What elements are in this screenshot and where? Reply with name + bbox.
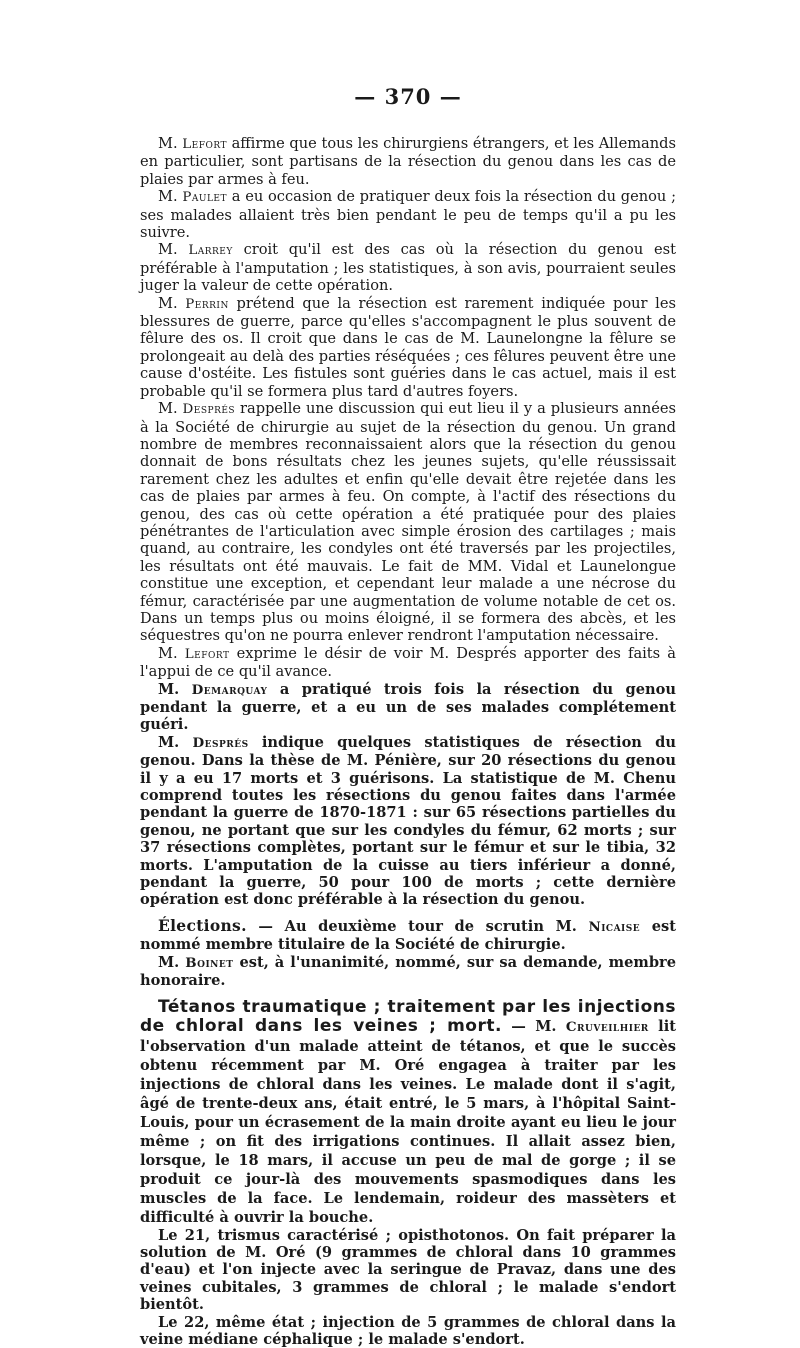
paragraph-day-22: Le 22, même état ; injection de 5 grammes de chloral dans la veine médiane céphalique ; le malade s'endort. [140, 1313, 676, 1348]
person-name: Després [182, 402, 236, 418]
boinet-paragraph [140, 954, 676, 990]
person-name: Boinet [185, 954, 234, 971]
paragraph-text: rappelle une discussion qui eut lieu il y a plusieurs années à la Société de chirurgie au sujet de la résection du genou. Un grand nombre de membres reconnaissaient alors que la résection du genou donnait de bons résultats chez les jeunes sujets, qu'elle réussissait rarement chez les adultes et enfin qu'elle devait être rejetée dans les cas de plaies par armes à feu. On compte, à l'actif des résections du genou, des cas où cette opération a été pratiquée pour des plaies pénétrantes de l'articulation avec simple érosion des cartilages ; mais quand, au contraire, les condyles ont été traversés par les projectiles, les résultats ont été mauvais. Le fait de MM. Vidal et Launelongue constitue une exception, et cependant leur malade a une nécrose du fémur, caractérisée par une augmentation de volume notable de cet os. Dans un temps plus ou moins éloigné, il se formera des abcès, et les séquestres qu'on ne pourra enlever rendront l'amputation nécessaire. [140, 400, 676, 645]
paragraph-despres-2: M. Després indique quelques statistiques de résection du genou. Dans la thèse de M. Pénière, sur 20 résections du genou il y a eu 17 morts et 3 guérisons. La statistique de M. Chenu comprend toutes les résections du genou faites dans l'armée pendant la guerre de 1870-1871 : sur 65 résections partielles du genou, ne portant que sur les condyles du fémur, 62 morts ; sur 37 résections complètes, portant sur le fémur et sur le tibia, 32 morts. L'amputation de la cuisse au tiers inférieur a donné, pendant la guerre, 50 pour 100 de morts ; cette dernière opération est donc préférable à la résection du genou. [140, 733, 676, 909]
elections-paragraph [140, 917, 676, 954]
tetanos-text: lit l'observation d'un malade atteint de tétanos, et que le succès obtenu récemment par M. Oré engagea à traiter par les injections de chloral dans les veines. Le malade dont il s'agit, âgé de trente-deux ans, était entré, le 5 mars, à l'hôpital Saint-Louis, pour un écrasement de la main droite ayant eu lieu le jour même ; on fit des irrigations continues. Il allait assez bien, lorsque, le 18 mars, il accuse un peu de mal de gorge ; il se produit ce jour-là des mouvements spasmodiques dans les muscles de la face. Le lendemain, roideur des massèters et difficulté à ouvrir la bouche. [140, 1017, 676, 1226]
paragraph-demarquay: M. Demarquay a pratiqué trois fois la résection du genou pendant la guerre, et a eu un de ses malades complétement guéri. [140, 680, 676, 734]
paragraph-text: a eu occasion de pratiquer deux fois la résection du genou ; ses malades allaient très bien pendant le peu de temps qu'il a pu les suivre. [140, 188, 676, 242]
boinet-text: est, à l'unanimité, nommé, sur sa demande, membre honoraire. [140, 953, 676, 990]
paragraph-larrey: M. Larrey croit qu'il est des cas où la résection du genou est préférable à l'amputation ; les statistiques, à son avis, pourraient seules juger la valeur de cette opération. [140, 241, 676, 295]
paragraph-text: croit qu'il est des cas où la résection du genou est préférable à l'amputation ; les statistiques, à son avis, pourraient seules juger la valeur de cette opération. [140, 241, 676, 295]
paragraph-text: affirme que tous les chirurgiens étrangers, et les Allemands en particulier, sont partisans de la résection du genou dans les cas de plaies par armes à feu. [140, 135, 676, 188]
person-name: Paulet [182, 190, 228, 206]
paragraph-despres-1: M. Després rappelle une discussion qui eut lieu il y a plusieurs années à la Société de chirurgie au sujet de la résection du genou. Un grand nombre de membres reconnaissaient alors que la résection du genou donnait de bons résultats chez les jeunes sujets, qu'elle réussissait rarement chez les adultes et enfin qu'elle devait être rejetée dans les cas de plaies par armes à feu. On compte, à l'actif des résections du genou, des cas où cette opération a été pratiquée pour des plaies pénétrantes de l'articulation avec simple érosion des cartilages ; mais quand, au contraire, les condyles ont été traversés par les projectiles, les résultats ont été mauvais. Le fait de MM. Vidal et Launelongue constitue une exception, et cependant leur malade a une nécrose du fémur, caractérisée par une augmentation de volume notable de cet os. Dans un temps plus ou moins éloigné, il se formera des abcès, et les séquestres qu'on ne pourra enlever rendront l'amputation nécessaire. [140, 400, 676, 645]
paragraph-paulet: M. Paulet a eu occasion de pratiquer deux fois la résection du genou ; ses malades allaient très bien pendant le peu de temps qu'il a pu les suivre. [140, 188, 676, 242]
elections-text: — Au deuxième tour de scrutin M. [246, 917, 589, 935]
elections-text: est nommé membre titulaire de la Société de chirurgie. [140, 917, 677, 954]
paragraph-text: prétend que la résection est rarement indiquée pour les blessures de guerre, parce qu'elles s'accompagnent le plus souvent de fêlure des os. Il croit que dans le cas de M. Launelongne la fêlure se prolongeait au delà des parties réséquées ; ces fêlures peuvent être une cause d'ostéite. Les fistules sont guéries dans le cas actuel, mais il est probable qu'il se formera plus tard d'autres foyers. [140, 294, 676, 400]
tetanos-heading: Tétanos traumatique ; traitement par les injections de chloral dans les veines ; mort. [140, 996, 676, 1036]
tetanos-paragraph [140, 998, 676, 1227]
person-name: Després [192, 734, 249, 751]
person-name: Cruveilhier [565, 1018, 649, 1035]
person-name: Demarquay [191, 681, 268, 698]
paragraph-perrin: M. Perrin prétend que la résection est rarement indiquée pour les blessures de guerre, parce qu'elles s'accompagnent le plus souvent de fêlure des os. Il croit que dans le cas de M. Launelongne la fêlure se prolongeait au delà des parties réséquées ; ces fêlures peuvent être une cause d'ostéite. Les fistules sont guéries dans le cas actuel, mais il est probable qu'il se formera plus tard d'autres foyers. [140, 294, 676, 400]
paragraph-text: exprime le désir de voir M. Després apporter des faits à l'appui de ce qu'il avance. [140, 644, 676, 681]
paragraph-text: a pratiqué trois fois la résection du genou pendant la guerre, et a eu un de ses malades complétement guéri. [140, 680, 676, 734]
person-name: Lefort [184, 646, 230, 662]
elections-heading: Élections. [158, 915, 247, 935]
paragraph-day-21: Le 21, trismus caractérisé ; opisthotonos. On fait préparer la solution de M. Oré (9 grammes de chloral dans 10 grammes d'eau) et l'on injecte avec la seringue de Pravaz, dans une des veines cubitales, 3 grammes de chloral ; le malade s'endort bientôt. [140, 1226, 676, 1314]
paragraph-lefort: M. Lefort affirme que tous les chirurgiens étrangers, et les Allemands en particulier, sont partisans de la résection du genou dans les cas de plaies par armes à feu. [140, 135, 676, 188]
person-name: Perrin [185, 296, 229, 312]
page-number: — 370 — [354, 84, 462, 109]
person-name: Larrey [188, 243, 233, 259]
tetanos-text: — M. [501, 1017, 566, 1035]
paragraph-lefort-2: M. Lefort exprime le désir de voir M. Després apporter des faits à l'appui de ce qu'il avance. [140, 644, 676, 681]
person-name: Lefort [182, 137, 227, 152]
paragraph-text: indique quelques statistiques de résection du genou. Dans la thèse de M. Pénière, sur 20 résections du genou il y a eu 17 morts et 3 guérisons. La statistique de M. Chenu comprend toutes les résections du genou faites dans l'armée pendant la guerre de 1870-1871 : sur 65 résections partielles du genou, ne portant que sur les condyles du fémur, 62 morts ; sur 37 résections complètes, portant sur le fémur et sur le tibia, 32 morts. L'amputation de la cuisse au tiers inférieur a donné, pendant la guerre, 50 pour 100 de morts ; cette dernière opération est donc préférable à la résection du genou. [140, 733, 676, 909]
boinet-prefix: M. [158, 953, 186, 971]
person-name: Nicaise [588, 918, 641, 935]
